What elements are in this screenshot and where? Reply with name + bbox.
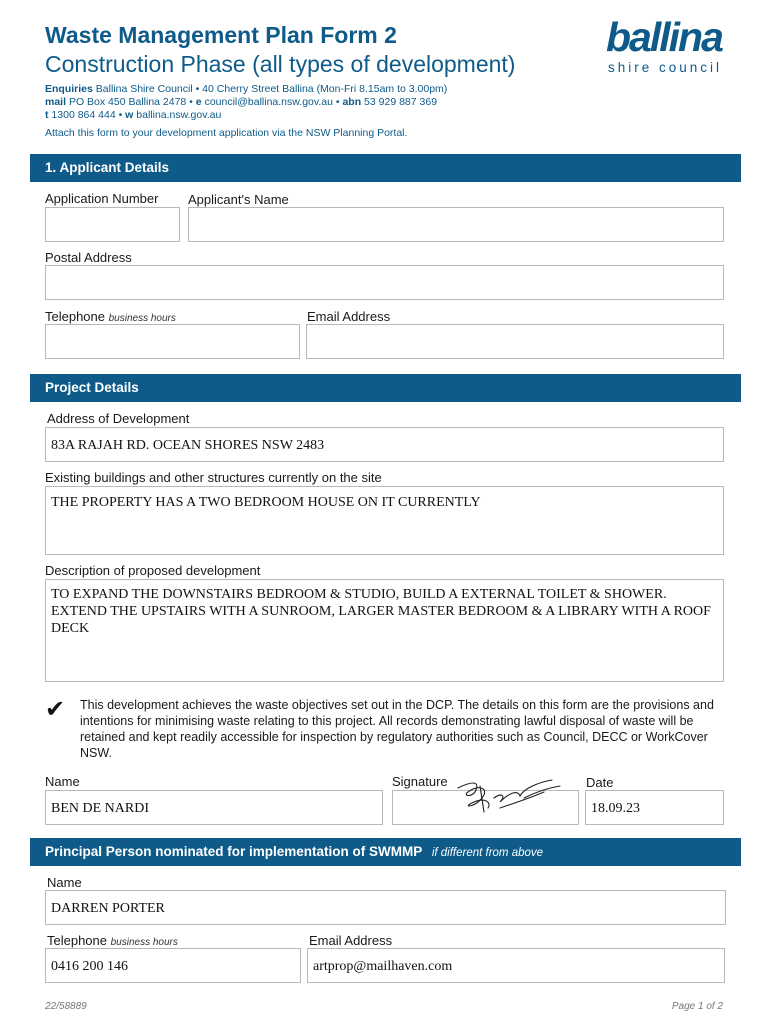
principal-section-note: if different from above: [431, 847, 544, 859]
address-of-development-label: Address of Development: [47, 411, 190, 426]
principal-email-value: artprop@mailhaven.com: [313, 959, 453, 974]
form-subtitle: Construction Phase (all types of development): [45, 51, 516, 77]
contact-info: [45, 83, 447, 122]
signature-image: [440, 774, 570, 818]
email-address-value: [307, 325, 723, 343]
document-id: 22/58889: [45, 1001, 87, 1012]
applicant-name-value: [189, 208, 723, 226]
telephone-value: [46, 325, 299, 343]
postal-address-value: [46, 266, 723, 284]
description-value: TO EXPAND THE DOWNSTAIRS BEDROOM & STUDIO, BUILD A EXTERNAL TOILET & SHOWER. EXTEND THE UPSTAIRS WITH A SUNROOM, LARGER MASTER BEDROOM & A LIBRARY WITH A ROOF DECK: [51, 587, 711, 636]
form-title: Waste Management Plan Form 2: [45, 22, 397, 48]
email-address-field[interactable]: [306, 324, 724, 359]
mail-label: mail: [45, 96, 67, 108]
principal-telephone-value: 0416 200 146: [51, 959, 128, 974]
existing-buildings-label: Existing buildings and other structures currently on the site: [45, 470, 382, 485]
principal-telephone-note: business hours: [110, 937, 178, 948]
principal-section-title: Principal Person nominated for implementation of SWMMP: [45, 844, 423, 859]
postal-address-field[interactable]: [45, 265, 724, 300]
declaration-checkbox[interactable]: ✔: [45, 696, 66, 723]
description-label: Description of proposed development: [45, 563, 261, 578]
principal-email-field[interactable]: [307, 948, 725, 983]
phone-label: t: [45, 109, 49, 121]
telephone-field[interactable]: [45, 324, 300, 359]
applicant-name-field[interactable]: [188, 207, 724, 242]
web-label: w: [125, 109, 134, 121]
date-value: 18.09.23: [591, 801, 640, 816]
principal-telephone-label: [47, 933, 178, 948]
project-section-header: [30, 374, 741, 402]
name-field[interactable]: [45, 790, 383, 825]
project-section-title: Project Details: [45, 380, 139, 395]
applicant-section-header: [30, 154, 741, 182]
existing-buildings-value: THE PROPERTY HAS A TWO BEDROOM HOUSE ON IT CURRENTLY: [51, 495, 481, 510]
enquiries-label: Enquiries: [45, 83, 93, 95]
date-field[interactable]: [585, 790, 724, 825]
mail-text: PO Box 450 Ballina 2478 •: [68, 96, 193, 108]
date-label: Date: [586, 775, 614, 790]
email-address-label: Email Address: [307, 309, 391, 324]
principal-name-label: Name: [47, 875, 82, 890]
page-number: Page 1 of 2: [671, 1001, 723, 1012]
attach-note: Attach this form to your development application via the NSW Planning Portal.: [45, 127, 408, 139]
principal-name-field[interactable]: [45, 890, 726, 925]
abn-label: abn: [342, 96, 362, 108]
telephone-note: business hours: [108, 313, 176, 324]
applicant-section-title: 1. Applicant Details: [45, 160, 170, 175]
telephone-label: [45, 309, 176, 324]
phone-text: 1300 864 444 •: [51, 109, 123, 121]
name-value: BEN DE NARDI: [51, 801, 149, 816]
email-text: council@ballina.nsw.gov.au •: [204, 96, 340, 108]
name-label: Name: [45, 774, 80, 789]
principal-email-label: Email Address: [309, 933, 393, 948]
signature-label: Signature: [392, 774, 448, 789]
principal-telephone-label-text: Telephone: [47, 933, 107, 948]
web-text: ballina.nsw.gov.au: [136, 109, 222, 121]
address-of-development-value: 83A RAJAH RD. OCEAN SHORES NSW 2483: [51, 438, 325, 453]
telephone-label-text: Telephone: [45, 309, 105, 324]
ballina-logo: ballina: [606, 14, 722, 60]
existing-buildings-field[interactable]: [45, 486, 724, 555]
applicant-name-label: Applicant's Name: [188, 192, 289, 207]
application-number-field[interactable]: [45, 207, 180, 242]
description-field[interactable]: [45, 579, 724, 682]
abn-text: 53 929 887 369: [364, 96, 438, 108]
principal-telephone-field[interactable]: [45, 948, 301, 983]
principal-name-value: DARREN PORTER: [51, 901, 165, 916]
application-number-label: Application Number: [45, 191, 159, 206]
enquiries-text: Ballina Shire Council • 40 Cherry Street Ballina (Mon-Fri 8.15am to 3.00pm): [95, 83, 448, 95]
postal-address-label: Postal Address: [45, 250, 132, 265]
ballina-logo-subtitle: shire council: [608, 60, 723, 75]
address-of-development-field[interactable]: [45, 427, 724, 462]
principal-section-header: [30, 838, 741, 866]
declaration-text: This development achieves the waste objectives set out in the DCP. The details on this form are the provisions and intentions for minimising waste relating to this project. All records demonstrating lawful disposal of waste will be retained and kept readily accessible for inspection by regulatory authorities such as Council, DECC or WorkCover NSW.: [80, 698, 714, 760]
application-number-value: [46, 208, 179, 226]
email-label: e: [195, 96, 202, 108]
